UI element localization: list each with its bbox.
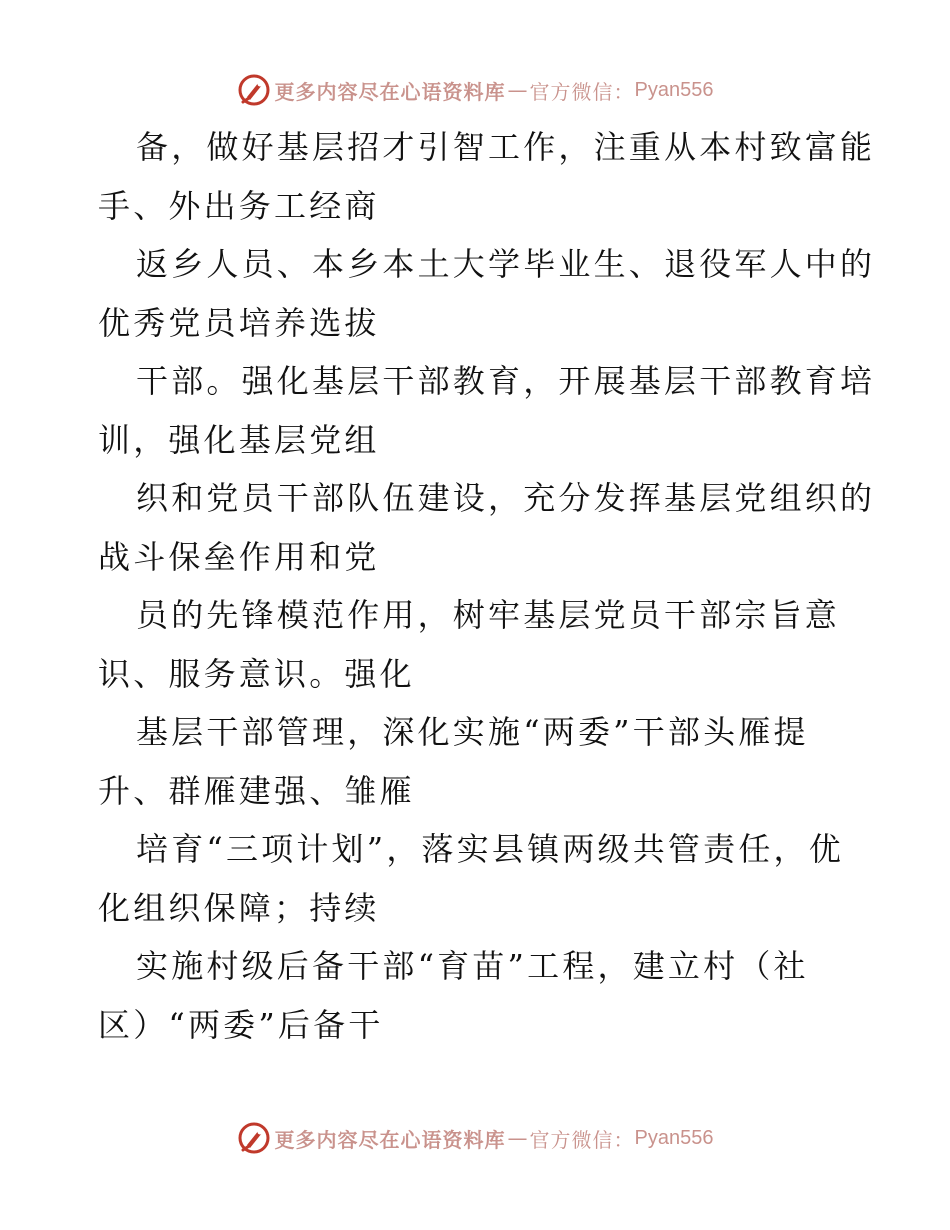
text-line: 织和党员干部队伍建设，充分发挥基层党组织的 — [136, 479, 876, 517]
text-line: 战斗保垒作用和党 — [98, 537, 380, 576]
text-line: 干部。强化基层干部教育，开展基层干部教育培 — [136, 362, 876, 400]
watermark-wechat-handle: Pyan556 — [634, 1126, 714, 1149]
header-watermark — [0, 70, 950, 110]
text-line: 培育“三项计划”，落实县镇两级共管责任，优 — [136, 830, 844, 868]
watermark-separator: — — [507, 1126, 528, 1150]
pen-nib-logo-icon — [237, 1121, 271, 1155]
text-line: 化组织保障；持续 — [98, 888, 380, 927]
pen-nib-logo-icon — [237, 73, 271, 107]
text-line: 返乡人员、本乡本土大学毕业生、退役军人中的 — [136, 245, 876, 283]
text-line: 实施村级后备干部“育苗”工程，建立村（社 — [136, 947, 809, 985]
text-line: 区）“两委”后备干 — [98, 1005, 384, 1044]
text-line: 优秀党员培养选拔 — [98, 303, 380, 342]
watermark-brand: 更多内容尽在心语资料库 — [274, 1127, 506, 1152]
watermark-wechat-label: 官方微信： — [529, 79, 635, 104]
text-line: 备，做好基层招才引智工作，注重从本村致富能 — [136, 128, 876, 166]
footer-watermark — [0, 1118, 950, 1158]
watermark-brand: 更多内容尽在心语资料库 — [274, 79, 506, 104]
text-line: 升、群雁建强、雏雁 — [98, 771, 415, 810]
watermark-wechat-label: 官方微信： — [529, 1127, 635, 1152]
text-line: 手、外出务工经商 — [98, 186, 380, 225]
text-line: 识、服务意识。强化 — [98, 654, 415, 693]
text-line: 训，强化基层党组 — [98, 420, 380, 459]
watermark-wechat-handle: Pyan556 — [634, 78, 714, 101]
watermark-separator: — — [507, 78, 528, 102]
text-line: 基层干部管理，深化实施“两委”干部头雁提 — [136, 713, 809, 751]
text-line: 员的先锋模范作用，树牢基层党员干部宗旨意 — [136, 596, 841, 634]
document-body — [98, 118, 876, 1054]
